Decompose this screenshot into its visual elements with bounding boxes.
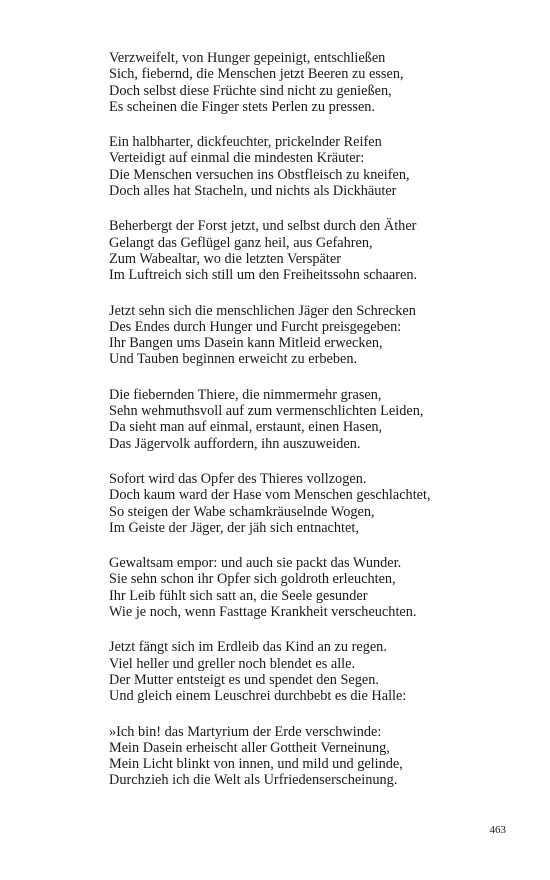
verse-line: Mein Dasein erheischt aller Gottheit Verneinung,	[109, 739, 390, 756]
stanza	[109, 724, 529, 789]
verse-line: Jetzt fängt sich im Erdleib das Kind an zu regen.	[109, 639, 387, 656]
stanza	[109, 387, 529, 452]
stanza	[109, 134, 529, 199]
verse-line: Zum Wabealtar, wo die letzten Verspäter	[109, 250, 341, 267]
verse-line: Wie je noch, wenn Fasttage Krankheit verscheuchten.	[109, 604, 417, 621]
stanza	[109, 218, 529, 283]
stanza	[109, 50, 529, 115]
stanza	[109, 555, 529, 620]
verse-line: Gewaltsam empor: und auch sie packt das Wunder.	[109, 555, 402, 572]
verse-line: Das Jägervolk auffordern, ihn auszuweiden.	[109, 435, 361, 452]
verse-line: Da sieht man auf einmal, erstaunt, einen Hasen,	[109, 419, 383, 436]
verse-line: Doch selbst diese Früchte sind nicht zu genießen,	[109, 82, 392, 99]
verse-line: Jetzt sehn sich die menschlichen Jäger den Schrecken	[109, 302, 416, 319]
stanza	[109, 471, 529, 536]
verse-line: Die Menschen versuchen ins Obstfleisch zu kneifen,	[109, 166, 410, 183]
verse-line: Verzweifelt, von Hunger gepeinigt, entschließen	[109, 50, 386, 66]
verse-line: Sich, fiebernd, die Menschen jetzt Beeren zu essen,	[109, 66, 404, 83]
verse-line: Und Tauben beginnen erweicht zu erbeben.	[109, 351, 358, 368]
poem-text	[109, 50, 529, 808]
page-number: 463	[489, 824, 506, 836]
verse-line: Gelangt das Geflügel ganz heil, aus Gefahren,	[109, 234, 373, 251]
verse-line: Viel heller und greller noch blendet es alle.	[109, 655, 356, 672]
verse-line: Verteidigt auf einmal die mindesten Kräuter:	[109, 150, 365, 167]
verse-line: Mein Licht blinkt von innen, und mild und gelinde,	[109, 756, 403, 773]
stanza	[109, 639, 529, 704]
stanza	[109, 303, 529, 368]
verse-line: Sofort wird das Opfer des Thieres vollzogen.	[109, 470, 367, 487]
verse-line: Sie sehn schon ihr Opfer sich goldroth erleuchten,	[109, 571, 396, 588]
verse-line: Es scheinen die Finger stets Perlen zu pressen.	[109, 98, 376, 115]
verse-line: So steigen der Wabe schamkräuselnde Wogen,	[109, 503, 375, 520]
verse-line: Und gleich einem Leuschrei durchbebt es die Halle:	[109, 688, 407, 705]
verse-line: Die fiebernden Thiere, die nimmermehr grasen,	[109, 386, 382, 403]
verse-line: Durchzieh ich die Welt als Urfriedenserscheinung.	[109, 772, 398, 789]
verse-line: Der Mutter entsteigt es und spendet den Segen.	[109, 671, 379, 688]
verse-line: Doch alles hat Stacheln, und nichts als Dickhäuter	[109, 183, 397, 200]
verse-line: Ein halbharter, dickfeuchter, prickelnder Reifen	[109, 134, 382, 151]
verse-line: Sehn wehmuthsvoll auf zum vermenschlichten Leiden,	[109, 403, 424, 420]
verse-line: Ihr Bangen ums Dasein kann Mitleid erwecken,	[109, 335, 383, 352]
verse-line: Im Luftreich sich still um den Freiheitssohn schaaren.	[109, 267, 418, 284]
verse-line: Doch kaum ward der Hase vom Menschen geschlachtet,	[109, 487, 431, 504]
verse-line: Beherbergt der Forst jetzt, und selbst durch den Äther	[109, 218, 417, 235]
verse-line: »Ich bin! das Martyrium der Erde verschwinde:	[109, 723, 382, 740]
verse-line: Des Endes durch Hunger und Furcht preisgegeben:	[109, 318, 402, 335]
verse-line: Im Geiste der Jäger, der jäh sich entnachtet,	[109, 519, 359, 536]
verse-line: Ihr Leib fühlt sich satt an, die Seele gesunder	[109, 587, 368, 604]
